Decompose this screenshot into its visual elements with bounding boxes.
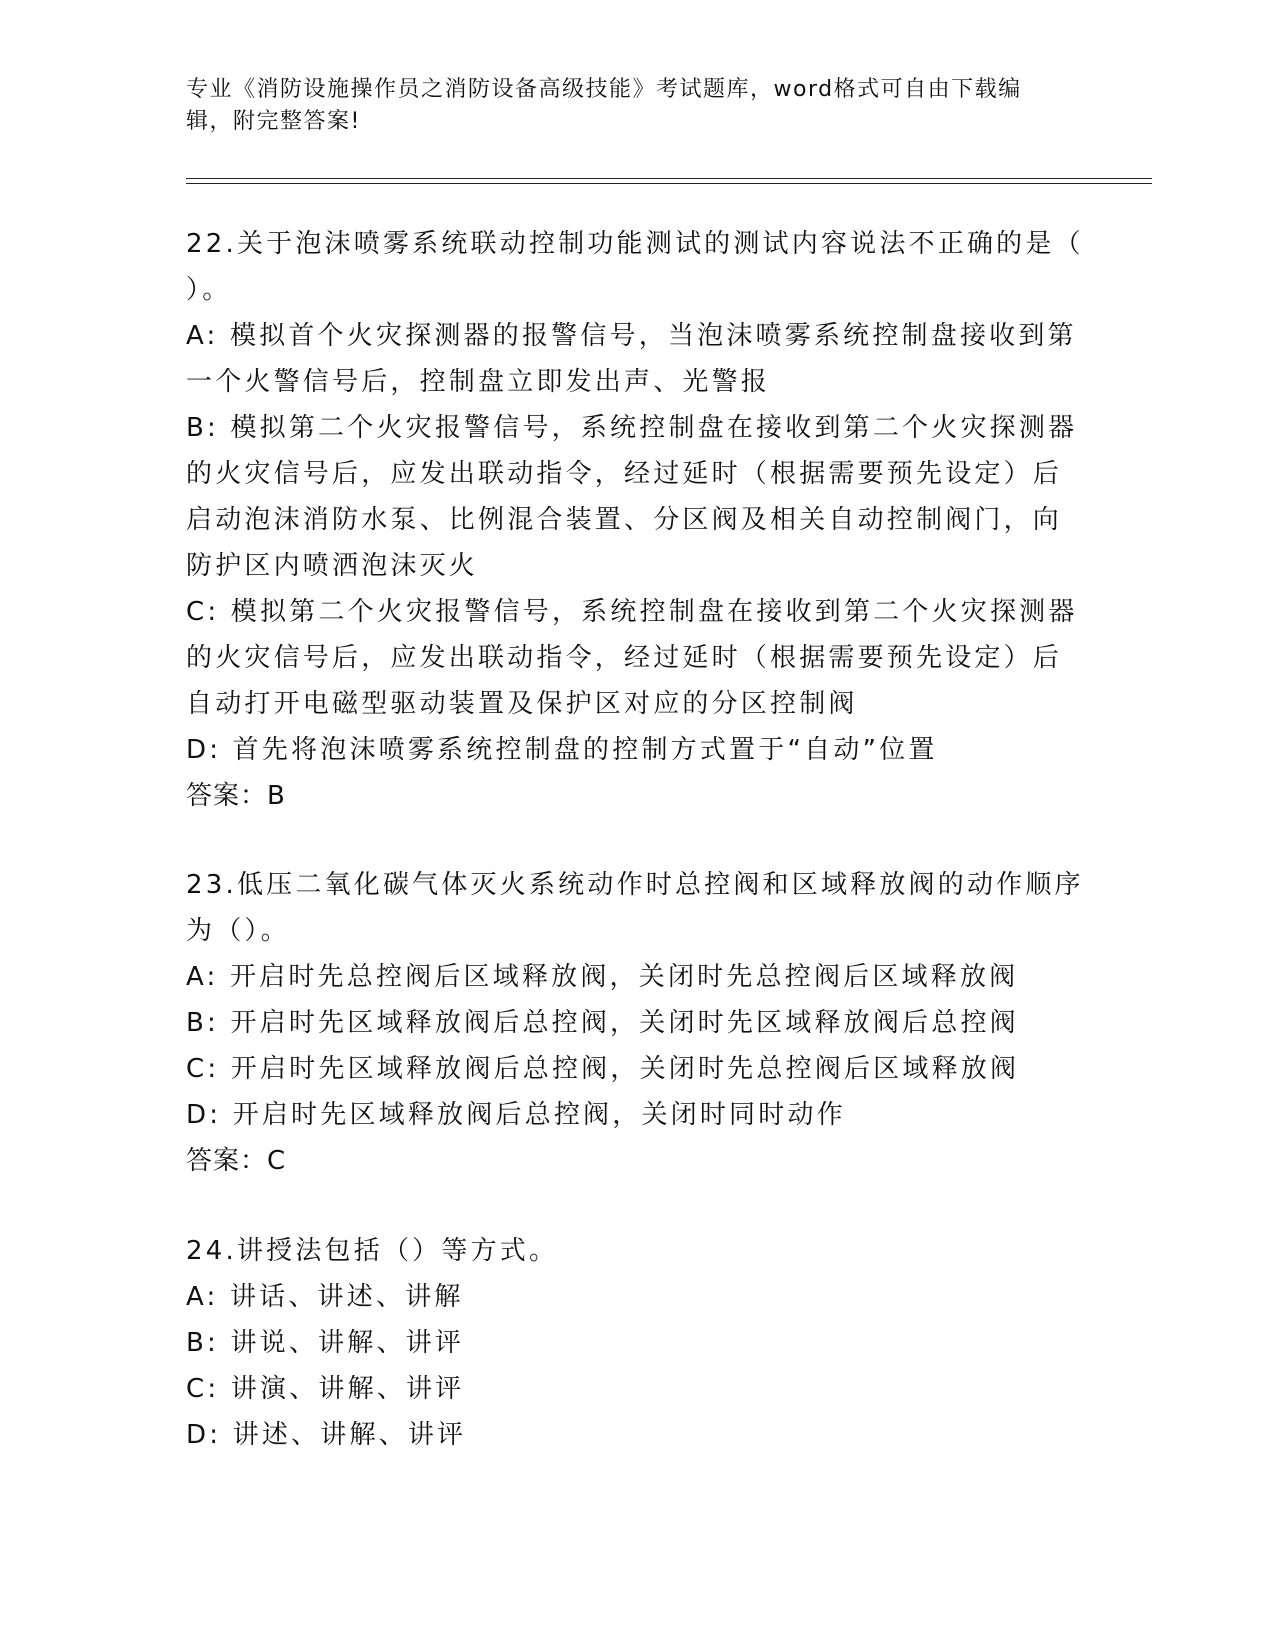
question-22-option-b-line-2: 的火灾信号后，应发出联动指令，经过延时（根据需要预先设定）后 [186, 459, 1063, 489]
question-23-stem-line-2: 为（）。 [186, 916, 290, 946]
question-23-stem-line-1: 23.低压二氧化碳气体灭火系统动作时总控阀和区域释放阀的动作顺序 [186, 870, 1084, 900]
question-22-stem-line-2: ）。 [186, 275, 232, 305]
header-rule-top [186, 178, 1152, 179]
header-rule-bottom [186, 183, 1152, 184]
question-22-stem-line-1: 22.关于泡沫喷雾系统联动控制功能测试的测试内容说法不正确的是（ [186, 229, 1084, 259]
question-22-answer: 答案：B [186, 781, 286, 811]
header-line-2: 辑，附完整答案! [186, 109, 361, 134]
question-23-option-c: C: 开启时先区域释放阀后总控阀，关闭时先总控阀后区域释放阀 [186, 1054, 1020, 1084]
document-header [186, 74, 1066, 138]
question-23-option-d: D: 开启时先区域释放阀后总控阀，关闭时同时动作 [186, 1100, 846, 1130]
question-24-option-a: A: 讲话、讲述、讲解 [186, 1282, 464, 1312]
question-22-option-a-line-1: A: 模拟首个火灾探测器的报警信号，当泡沫喷雾系统控制盘接收到第 [186, 321, 1077, 351]
question-24-option-d: D: 讲述、讲解、讲评 [186, 1420, 467, 1450]
question-23-option-a: A: 开启时先总控阀后区域释放阀，关闭时先总控阀后区域释放阀 [186, 962, 1019, 992]
question-23-option-b: B: 开启时先区域释放阀后总控阀，关闭时先区域释放阀后总控阀 [186, 1008, 1019, 1038]
question-23-answer: 答案：C [186, 1146, 287, 1176]
question-22-option-c-line-1: C: 模拟第二个火灾报警信号，系统控制盘在接收到第二个火灾探测器 [186, 597, 1078, 627]
question-24-stem: 24.讲授法包括（）等方式。 [186, 1236, 559, 1266]
question-22-option-c-line-3: 自动打开电磁型驱动装置及保护区对应的分区控制阀 [186, 689, 858, 719]
question-22-option-b-line-3: 启动泡沫消防水泵、比例混合装置、分区阀及相关自动控制阀门，向 [186, 505, 1063, 535]
question-23 [186, 862, 1086, 1184]
header-line-1: 专业《消防设施操作员之消防设备高级技能》考试题库，word格式可自由下载编 [186, 77, 1022, 102]
question-24-option-c: C: 讲演、讲解、讲评 [186, 1374, 465, 1404]
question-24 [186, 1228, 1086, 1458]
question-22-option-c-line-2: 的火灾信号后，应发出联动指令，经过延时（根据需要预先设定）后 [186, 643, 1063, 673]
question-22-option-b-line-4: 防护区内喷洒泡沫灭火 [186, 551, 479, 581]
question-22-option-b-line-1: B: 模拟第二个火灾报警信号，系统控制盘在接收到第二个火灾探测器 [186, 413, 1078, 443]
question-22 [186, 221, 1086, 819]
question-22-option-d: D: 首先将泡沫喷雾系统控制盘的控制方式置于“自动”位置 [186, 735, 938, 765]
question-22-option-a-line-2: 一个火警信号后，控制盘立即发出声、光警报 [186, 367, 771, 397]
question-24-option-b: B: 讲说、讲解、讲评 [186, 1328, 465, 1358]
